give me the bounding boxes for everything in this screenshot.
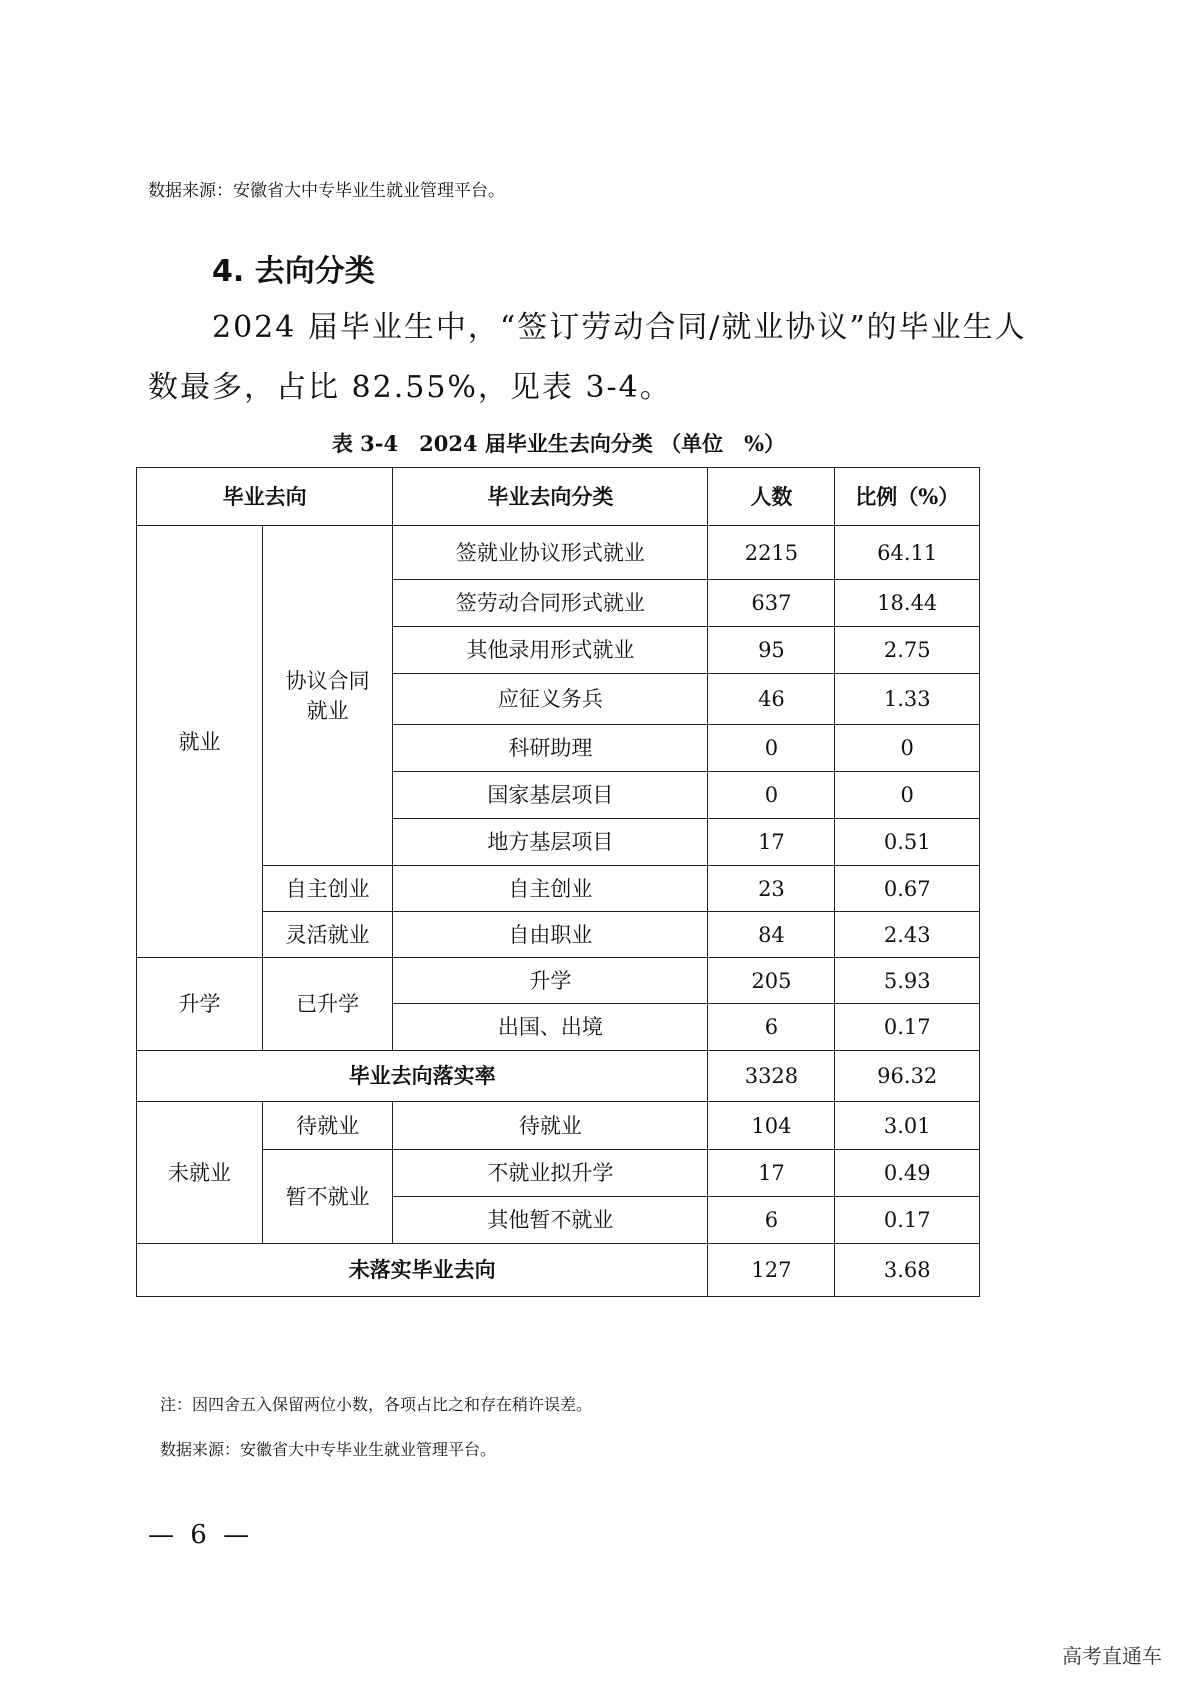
- not-placed-label: 未落实毕业去向: [137, 1244, 708, 1297]
- group-employment: 就业: [137, 526, 263, 958]
- cell-category: 待就业: [393, 1102, 708, 1150]
- cell-category: 应征义务兵: [393, 674, 708, 725]
- group-unemployed: 未就业: [137, 1102, 263, 1244]
- cell-category: 科研助理: [393, 725, 708, 772]
- cell-category: 签劳动合同形式就业: [393, 580, 708, 627]
- placement-rate-row: [137, 1051, 980, 1102]
- cell-count: 6: [708, 1197, 835, 1244]
- cell-category: 地方基层项目: [393, 819, 708, 866]
- table-row: [137, 526, 980, 580]
- not-placed-ratio: 3.68: [835, 1244, 980, 1297]
- not-placed-count: 127: [708, 1244, 835, 1297]
- table-row: [137, 958, 980, 1004]
- cell-count: 17: [708, 819, 835, 866]
- table-row: [137, 866, 980, 912]
- table-row: [137, 1150, 980, 1197]
- table-row: [137, 912, 980, 958]
- table-note: 注：因四舍五入保留两位小数，各项占比之和存在稍许误差。: [160, 1395, 593, 1414]
- subgroup-self-startup: 自主创业: [263, 866, 393, 912]
- cell-ratio: 0.49: [835, 1150, 980, 1197]
- header-destination: 毕业去向: [137, 468, 393, 526]
- not-placed-row: [137, 1244, 980, 1297]
- data-source-bottom: 数据来源：安徽省大中专毕业生就业管理平台。: [160, 1440, 497, 1459]
- cell-category: 自由职业: [393, 912, 708, 958]
- cell-count: 95: [708, 627, 835, 674]
- cell-ratio: 2.43: [835, 912, 980, 958]
- table-caption: 表 3-4 2024 届毕业生去向分类 （单位 %）: [331, 431, 786, 456]
- cell-count: 0: [708, 772, 835, 819]
- cell-ratio: 0: [835, 725, 980, 772]
- cell-category: 签就业协议形式就业: [393, 526, 708, 580]
- watermark: 高考直通车: [1062, 1644, 1162, 1668]
- cell-category: 不就业拟升学: [393, 1150, 708, 1197]
- cell-ratio: 2.75: [835, 627, 980, 674]
- cell-count: 205: [708, 958, 835, 1004]
- cell-count: 84: [708, 912, 835, 958]
- group-further-study: 升学: [137, 958, 263, 1051]
- subgroup-agreement-label: 协议合同就业: [285, 668, 370, 723]
- cell-ratio: 18.44: [835, 580, 980, 627]
- cell-ratio: 0: [835, 772, 980, 819]
- page-number: — 6 —: [148, 1520, 254, 1550]
- cell-ratio: 64.11: [835, 526, 980, 580]
- intro-paragraph: 2024 届毕业生中，“签订劳动合同/就业协议”的毕业生人数最多，占比 82.55%，见表 3-4。: [148, 310, 1027, 405]
- section-heading: 4. 去向分类: [212, 254, 375, 289]
- cell-count: 104: [708, 1102, 835, 1150]
- cell-count: 46: [708, 674, 835, 725]
- cell-ratio: 0.17: [835, 1197, 980, 1244]
- subgroup-temporarily-not: 暂不就业: [263, 1150, 393, 1244]
- subgroup-agreement: [263, 526, 393, 866]
- table-header-row: [137, 468, 980, 526]
- cell-count: 6: [708, 1004, 835, 1051]
- cell-ratio: 1.33: [835, 674, 980, 725]
- cell-category: 其他录用形式就业: [393, 627, 708, 674]
- cell-category: 其他暂不就业: [393, 1197, 708, 1244]
- destination-table: [136, 467, 980, 1297]
- cell-category: 升学: [393, 958, 708, 1004]
- cell-category: 国家基层项目: [393, 772, 708, 819]
- header-ratio: 比例（%）: [835, 468, 980, 526]
- cell-count: 17: [708, 1150, 835, 1197]
- header-count: 人数: [708, 468, 835, 526]
- cell-category: 出国、出境: [393, 1004, 708, 1051]
- cell-ratio: 0.51: [835, 819, 980, 866]
- subgroup-flexible: 灵活就业: [263, 912, 393, 958]
- header-category: 毕业去向分类: [393, 468, 708, 526]
- subgroup-awaiting: 待就业: [263, 1102, 393, 1150]
- cell-count: 0: [708, 725, 835, 772]
- data-source-top: 数据来源：安徽省大中专毕业生就业管理平台。: [148, 181, 505, 201]
- cell-ratio: 0.67: [835, 866, 980, 912]
- placement-rate-count: 3328: [708, 1051, 835, 1102]
- cell-ratio: 5.93: [835, 958, 980, 1004]
- cell-ratio: 0.17: [835, 1004, 980, 1051]
- cell-count: 637: [708, 580, 835, 627]
- cell-ratio: 3.01: [835, 1102, 980, 1150]
- placement-rate-label: 毕业去向落实率: [137, 1051, 708, 1102]
- table-row: [137, 1102, 980, 1150]
- cell-category: 自主创业: [393, 866, 708, 912]
- cell-count: 23: [708, 866, 835, 912]
- placement-rate-ratio: 96.32: [835, 1051, 980, 1102]
- subgroup-already-enrolled: 已升学: [263, 958, 393, 1051]
- cell-count: 2215: [708, 526, 835, 580]
